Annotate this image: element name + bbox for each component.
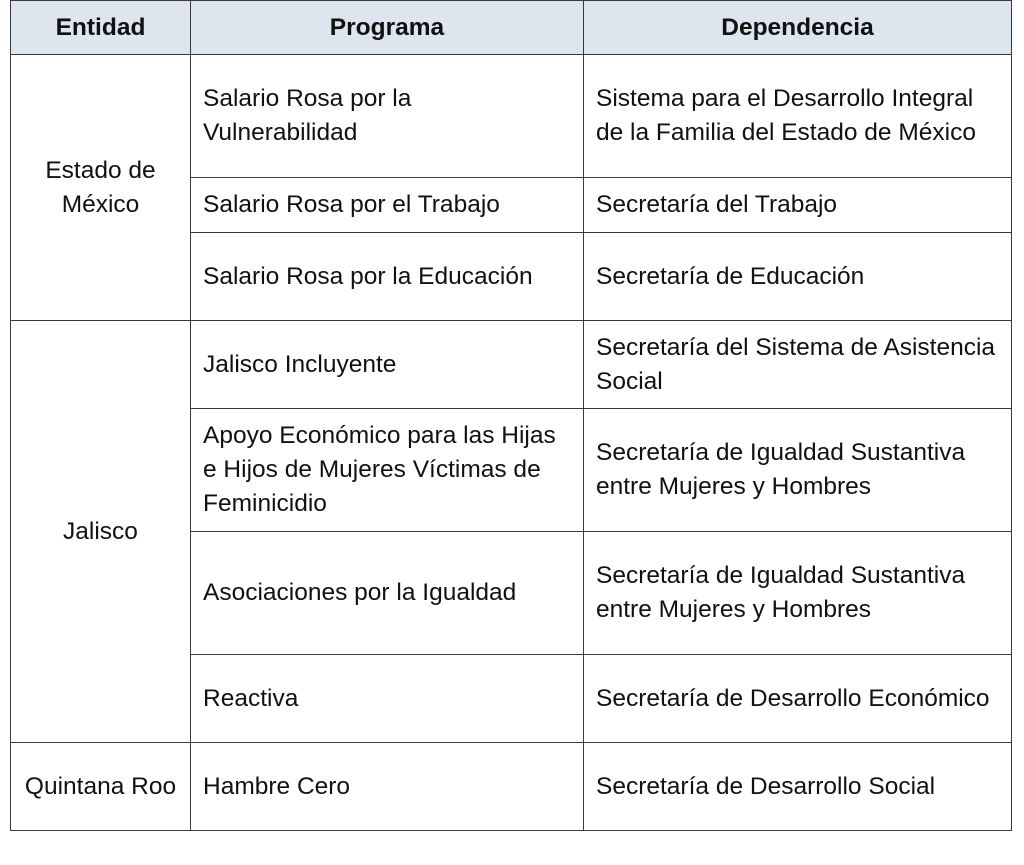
dependencia-cell: Secretaría de Educación xyxy=(584,233,1012,321)
table-row xyxy=(11,321,1012,409)
dependencia-cell: Secretaría de Igualdad Sustantiva entre Mujeres y Hombres xyxy=(584,409,1012,532)
programa-cell: Hambre Cero xyxy=(191,743,584,831)
header-programa: Programa xyxy=(191,1,584,55)
programa-cell: Salario Rosa por el Trabajo xyxy=(191,178,584,233)
entidad-cell-quintana-roo: Quintana Roo xyxy=(11,743,191,831)
header-dependencia: Dependencia xyxy=(584,1,1012,55)
dependencia-cell: Secretaría del Trabajo xyxy=(584,178,1012,233)
programa-cell: Apoyo Económico para las Hijas e Hijos de Mujeres Víctimas de Feminicidio xyxy=(191,409,584,532)
dependencia-cell: Secretaría de Igualdad Sustantiva entre Mujeres y Hombres xyxy=(584,532,1012,655)
programa-cell: Asociaciones por la Igualdad xyxy=(191,532,584,655)
dependencia-cell: Sistema para el Desarrollo Integral de la Familia del Estado de México xyxy=(584,55,1012,178)
header-entidad: Entidad xyxy=(11,1,191,55)
table-header xyxy=(11,1,1012,55)
header-row xyxy=(11,1,1012,55)
dependencia-cell: Secretaría del Sistema de Asistencia Social xyxy=(584,321,1012,409)
programa-cell: Salario Rosa por la Vulnerabilidad xyxy=(191,55,584,178)
programs-table xyxy=(10,0,1012,831)
table-row xyxy=(11,55,1012,178)
programa-cell: Jalisco Incluyente xyxy=(191,321,584,409)
entidad-cell-estado-de-mexico: Estado de México xyxy=(11,55,191,321)
entidad-cell-jalisco: Jalisco xyxy=(11,321,191,743)
table-row xyxy=(11,743,1012,831)
dependencia-cell: Secretaría de Desarrollo Social xyxy=(584,743,1012,831)
programa-cell: Reactiva xyxy=(191,655,584,743)
table-body xyxy=(11,55,1012,831)
dependencia-cell: Secretaría de Desarrollo Económico xyxy=(584,655,1012,743)
programa-cell: Salario Rosa por la Educación xyxy=(191,233,584,321)
